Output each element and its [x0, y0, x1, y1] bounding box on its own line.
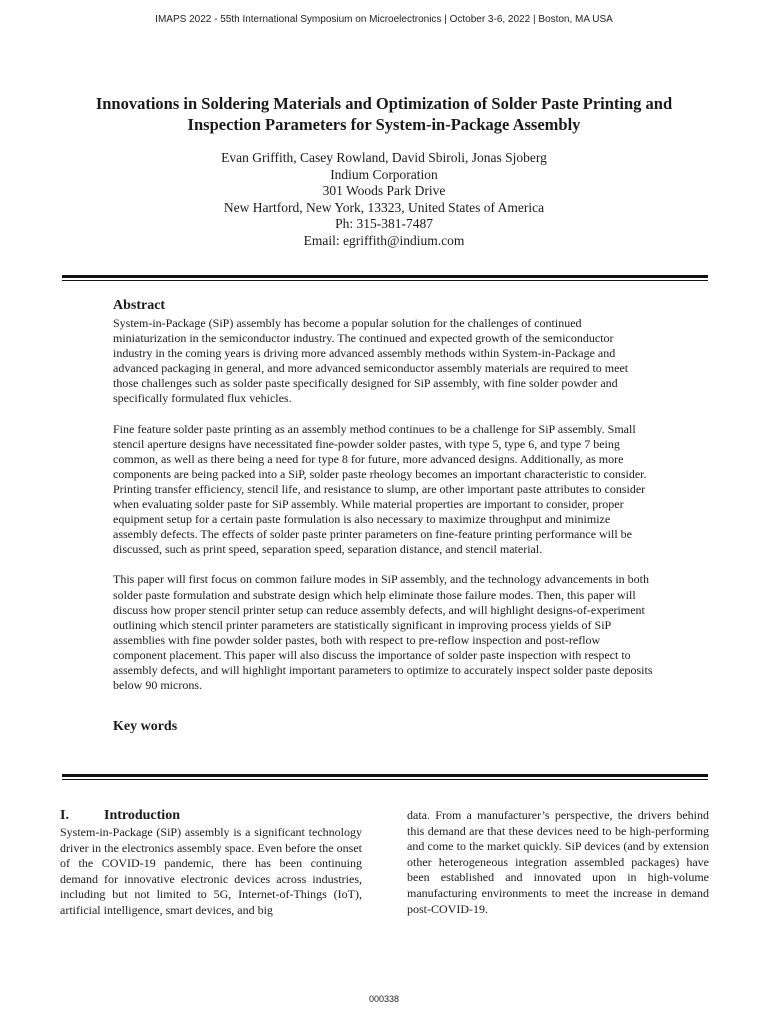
paper-title: Innovations in Soldering Materials and Optimization of Solder Paste Printing and Inspection Parameters for System-in-Package Assembly	[95, 94, 673, 134]
abstract-body	[113, 316, 654, 708]
author-email: Email: egriffith@indium.com	[303, 232, 465, 248]
left-column	[60, 825, 362, 919]
abstract-paragraph: System-in-Package (SiP) assembly has become a popular solution for the challenges of continued miniaturization in the semiconductor industry. The continued and expected growth of the semiconductor industry in the coming years is driving more advanced assembly methods within System-in-Package and advanced packaging in general, and more advanced semiconductor assembly materials are required to meet those challenges such as solder paste specifically designed for SiP assembly, with fine solder powder and specifically formulated flux vehicles.	[113, 316, 629, 406]
abstract-paragraph: Fine feature solder paste printing as an assembly method continues to be a challenge for SiP assembly. Small stencil aperture designs have necessitated fine-powder solder pastes, with type 5, type 6, and type 7 being common, as well as there being a need for type 8 for future, more advanced designs. Additionally, as more components are being packed into a SiP, solder paste rheology becomes an important characteristic to consider. Printing transfer efficiency, stencil life, and resistance to slump, are other important paste attributes to consider when evaluating solder paste for SiP assembly. While material properties are important to consider, proper equipment setup for a certain paste formulation is also necessary to maximize throughput and minimize assembly defects. The effects of solder paste printer parameters on fine-feature printing performance will be discussed, such as print speed, separation speed, separation distance, and stencil material.	[113, 421, 647, 557]
abstract-paragraph: This paper will first focus on common failure modes in SiP assembly, and the technology advancements in both solder paste formulation and substrate design which help eliminate those failure modes. Then, this paper will discuss how proper stencil printer setup can reduce assembly defects, and will highlight designs-of-experiment outlining which stencil printer parameters are statistically significant in improving process yields of SiP assemblies with fine powder solder pastes, both with respect to pre-reflow inspection and post-reflow component placement. This paper will also discuss the importance of solder paste inspection with respect to assembly defects, and will highlight important parameters to optimize to accurately inspect solder paste deposits below 90 microns.	[113, 572, 653, 693]
author-city: New Hartford, New York, 13323, United States of America	[223, 199, 545, 215]
section-divider	[62, 774, 708, 780]
section-title: Introduction	[104, 808, 180, 823]
section-number: I.	[60, 808, 69, 823]
author-block	[0, 150, 768, 249]
page-number: 000338	[368, 994, 400, 1004]
section-divider	[62, 275, 708, 281]
abstract-heading: Abstract	[113, 298, 166, 313]
introduction-heading	[60, 808, 180, 824]
keywords-heading: Key words	[113, 719, 178, 734]
body-paragraph: System-in-Package (SiP) assembly is a significant technology driver in the electronics assembly space. Even before the onset of the COVID-19 pandemic, there has been continuing demand for innovative electronic devices across industries, including but not limited to 5G, Internet-of-Things (IoT), artificial intelligence, smart devices, and big	[60, 825, 362, 917]
author-phone: Ph: 315-381-7487	[335, 216, 433, 231]
author-organization: Indium Corporation	[330, 166, 438, 182]
author-names: Evan Griffith, Casey Rowland, David Sbiroli, Jonas Sjoberg	[221, 150, 547, 165]
right-column	[407, 808, 709, 917]
body-paragraph: data. From a manufacturer’s perspective, the drivers behind this demand are that these devices need to be high-performing and come to the market quickly. SiP devices (and by extension other heterogeneous integration assembled packages) have been established and innovated upon in high-volume manufacturing environments to meet the increase in demand post-COVID-19.	[407, 808, 709, 916]
running-header: IMAPS 2022 - 55th International Symposium on Microelectronics | October 3-6, 2022 | Boston, MA USA	[155, 14, 613, 25]
author-street: 301 Woods Park Drive	[322, 183, 446, 198]
